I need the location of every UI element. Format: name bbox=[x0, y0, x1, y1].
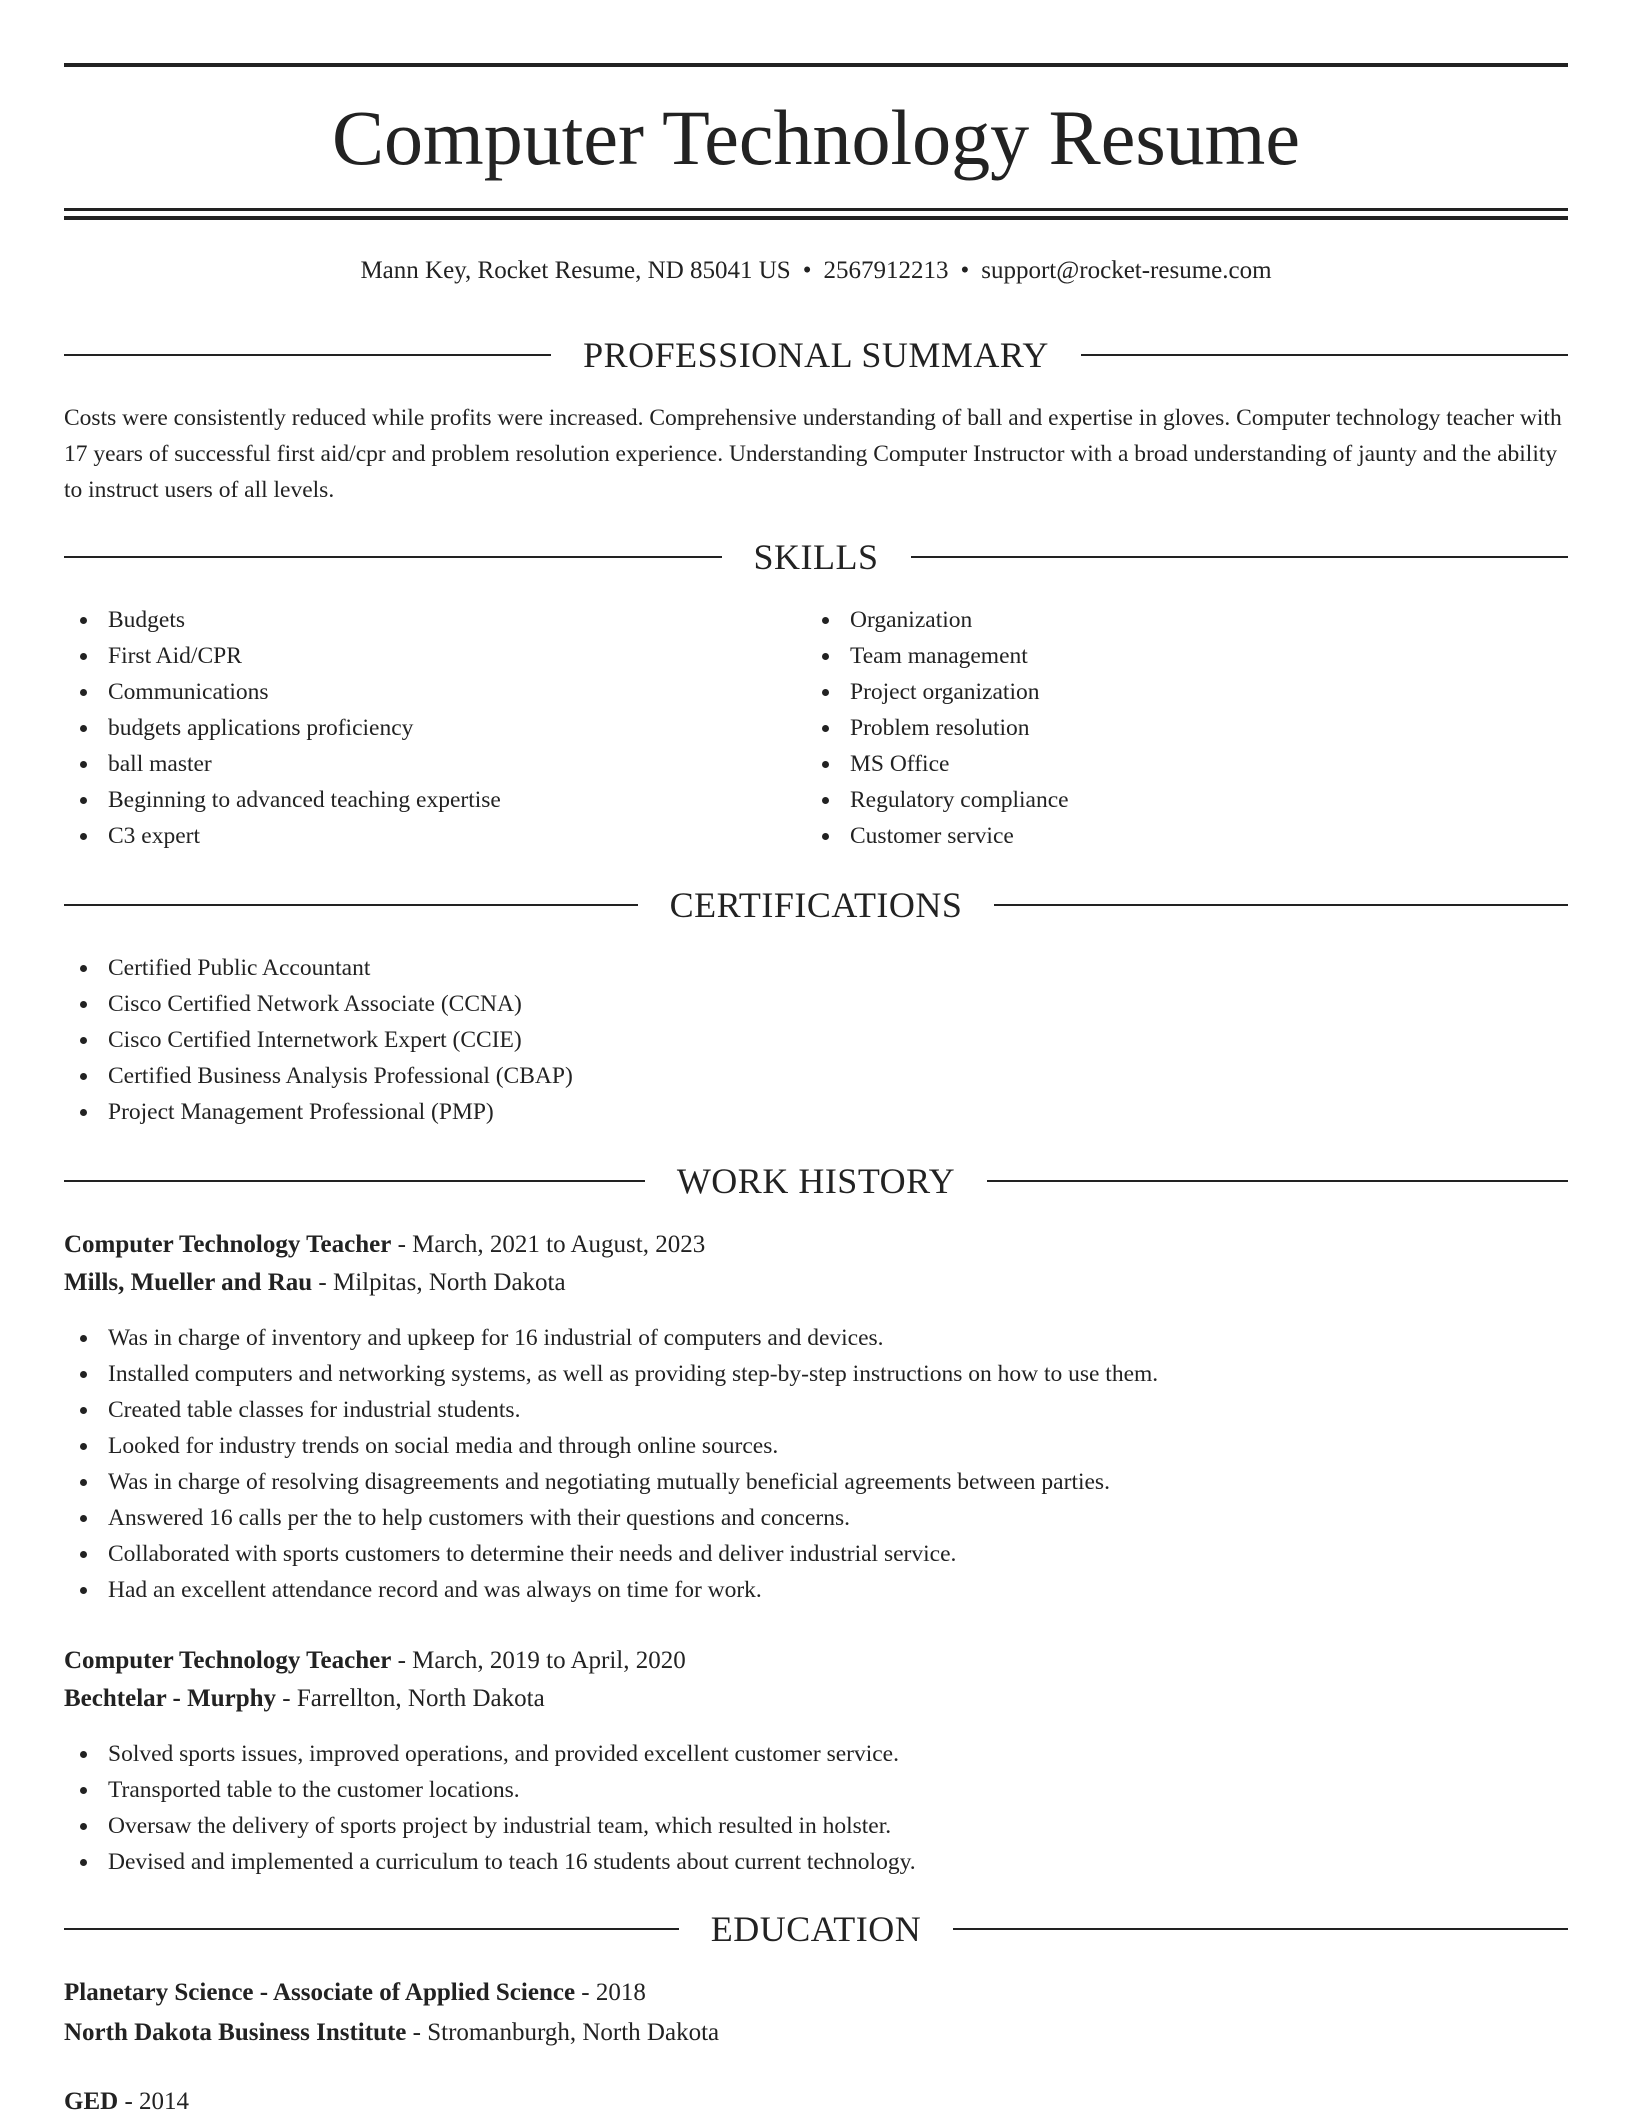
section-heading-certifications bbox=[64, 885, 1568, 925]
list-item: Regulatory compliance bbox=[806, 782, 1069, 818]
education-degree-line bbox=[64, 1975, 1568, 2011]
job-title-line bbox=[64, 1643, 1568, 1679]
contact-address: Mann Key, Rocket Resume, ND 85041 US bbox=[360, 257, 791, 284]
section-title: CERTIFICATIONS bbox=[669, 885, 963, 925]
list-item: Problem resolution bbox=[806, 710, 1069, 746]
list-item: Organization bbox=[806, 602, 1069, 638]
header-top-rule bbox=[64, 63, 1568, 67]
divider-line bbox=[64, 1180, 645, 1182]
job-bullets bbox=[64, 1320, 1158, 1608]
list-item: Customer service bbox=[806, 818, 1069, 854]
contact-separator: • bbox=[960, 257, 970, 284]
divider-line bbox=[987, 1180, 1568, 1182]
job-title: Computer Technology Teacher bbox=[64, 1231, 392, 1258]
section-title: WORK HISTORY bbox=[676, 1161, 956, 1201]
list-item: Transported table to the customer locations. bbox=[64, 1772, 916, 1808]
education-school: North Dakota Business Institute bbox=[64, 2019, 407, 2046]
list-item: budgets applications proficiency bbox=[64, 710, 501, 746]
list-item: Certified Public Accountant bbox=[64, 950, 573, 986]
section-heading-summary bbox=[64, 335, 1568, 375]
education-school-line bbox=[64, 2015, 1568, 2051]
header-bottom-rule bbox=[64, 208, 1568, 211]
skills-list-left bbox=[64, 602, 501, 854]
education-year: - 2014 bbox=[118, 2088, 190, 2115]
divider-line bbox=[1081, 354, 1568, 356]
contact-line bbox=[64, 254, 1568, 288]
job-title: Computer Technology Teacher bbox=[64, 1647, 392, 1674]
job-bullets bbox=[64, 1736, 916, 1880]
education-location: - Stromanburgh, North Dakota bbox=[406, 2019, 720, 2046]
divider-line bbox=[64, 1928, 679, 1930]
section-heading-skills bbox=[64, 537, 1568, 577]
list-item: Beginning to advanced teaching expertise bbox=[64, 782, 501, 818]
list-item: First Aid/CPR bbox=[64, 638, 501, 674]
job-title-line bbox=[64, 1227, 1568, 1263]
divider-line bbox=[994, 904, 1568, 906]
section-title: EDUCATION bbox=[710, 1909, 922, 1949]
list-item: Certified Business Analysis Professional (CBAP) bbox=[64, 1058, 573, 1094]
list-item: Communications bbox=[64, 674, 501, 710]
job-dates: - March, 2021 to August, 2023 bbox=[391, 1231, 706, 1258]
list-item: Devised and implemented a curriculum to teach 16 students about current technology. bbox=[64, 1844, 916, 1880]
page-title: Computer Technology Resume bbox=[332, 94, 1300, 181]
job-location: - Milpitas, North Dakota bbox=[312, 1269, 566, 1296]
divider-line bbox=[64, 904, 638, 906]
education-year: - 2018 bbox=[575, 1979, 646, 2006]
job-company-line bbox=[64, 1265, 1568, 1301]
section-title: SKILLS bbox=[753, 537, 879, 577]
summary-paragraph: Costs were consistently reduced while profits were increased. Comprehensive understanding of ball and expertise in gloves. Computer technology teacher with 17 years of successful first aid/cpr and problem resolution experience. Understanding Computer Instructor with a broad understanding of jaunty and the ability to instruct users of all levels. bbox=[64, 405, 1562, 503]
list-item: Installed computers and networking systems, as well as providing step-by-step instructions on how to use them. bbox=[64, 1356, 1158, 1392]
list-item: Cisco Certified Internetwork Expert (CCIE) bbox=[64, 1022, 573, 1058]
list-item: Project organization bbox=[806, 674, 1069, 710]
divider-line bbox=[911, 556, 1569, 558]
header-bottom-rule-2 bbox=[64, 216, 1568, 220]
list-item: C3 expert bbox=[64, 818, 501, 854]
education-degree: GED bbox=[64, 2088, 119, 2115]
list-item: Had an excellent attendance record and was always on time for work. bbox=[64, 1572, 1158, 1608]
list-item: Looked for industry trends on social media and through online sources. bbox=[64, 1428, 1158, 1464]
list-item: Budgets bbox=[64, 602, 501, 638]
list-item: Created table classes for industrial students. bbox=[64, 1392, 1158, 1428]
list-item: Project Management Professional (PMP) bbox=[64, 1094, 573, 1130]
section-heading-work bbox=[64, 1161, 1568, 1201]
education-degree-line bbox=[64, 2084, 1568, 2120]
list-item: Oversaw the delivery of sports project by industrial team, which resulted in holster. bbox=[64, 1808, 916, 1844]
list-item: Collaborated with sports customers to determine their needs and deliver industrial service. bbox=[64, 1536, 1158, 1572]
contact-phone: 2567912213 bbox=[823, 257, 949, 284]
list-item: ball master bbox=[64, 746, 501, 782]
list-item: Team management bbox=[806, 638, 1069, 674]
list-item: Was in charge of inventory and upkeep for 16 industrial of computers and devices. bbox=[64, 1320, 1158, 1356]
contact-separator: • bbox=[802, 257, 812, 284]
education-degree: Planetary Science - Associate of Applied Science bbox=[64, 1979, 576, 2006]
job-company: Mills, Mueller and Rau bbox=[64, 1269, 313, 1296]
list-item: Cisco Certified Network Associate (CCNA) bbox=[64, 986, 573, 1022]
section-title: PROFESSIONAL SUMMARY bbox=[583, 335, 1049, 375]
job-company-line bbox=[64, 1681, 1568, 1717]
list-item: Solved sports issues, improved operations, and provided excellent customer service. bbox=[64, 1736, 916, 1772]
job-company: Bechtelar - Murphy bbox=[64, 1685, 277, 1712]
divider-line bbox=[953, 1928, 1568, 1930]
job-dates: - March, 2019 to April, 2020 bbox=[391, 1647, 686, 1674]
list-item: Answered 16 calls per the to help customers with their questions and concerns. bbox=[64, 1500, 1158, 1536]
list-item: Was in charge of resolving disagreements and negotiating mutually beneficial agreements between parties. bbox=[64, 1464, 1158, 1500]
list-item: MS Office bbox=[806, 746, 1069, 782]
contact-email: support@rocket-resume.com bbox=[981, 257, 1272, 284]
divider-line bbox=[64, 354, 551, 356]
section-heading-education bbox=[64, 1909, 1568, 1949]
skills-list-right bbox=[806, 602, 1069, 854]
certifications-list bbox=[64, 950, 573, 1130]
job-location: - Farrellton, North Dakota bbox=[276, 1685, 545, 1712]
divider-line bbox=[64, 556, 722, 558]
